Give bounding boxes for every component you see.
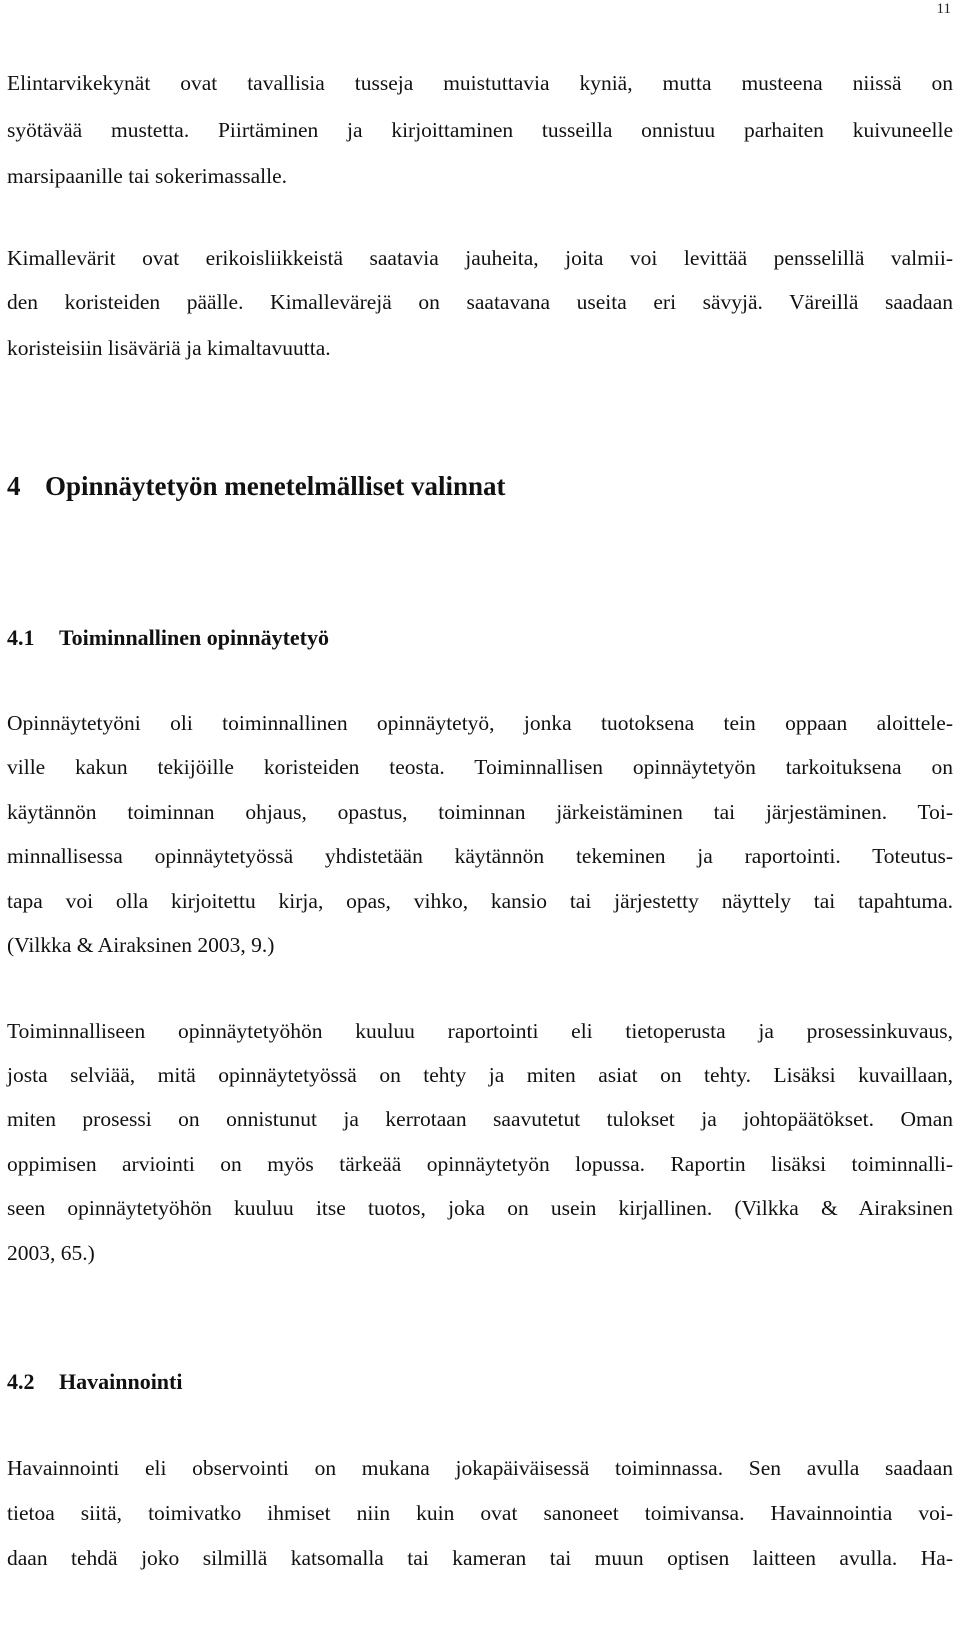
text-line: ville kakun tekijöille koristeiden teosta. Toiminnallisen opinnäytetyön tarkoituksena on xyxy=(7,755,953,779)
text-line: käytännön toiminnan ohjaus, opastus, toiminnan järkeistäminen tai järjestäminen. Toi- xyxy=(7,800,953,824)
text-line: daan tehdä joko silmillä katsomalla tai kameran tai muun optisen laitteen avulla. Ha- xyxy=(7,1546,953,1570)
text-line: den koristeiden päälle. Kimallevärejä on saatavana useita eri sävyjä. Väreillä saadaan xyxy=(7,290,953,314)
text-line: tietoa siitä, toimivatko ihmiset niin kuin ovat sanoneet toimivansa. Havainnointia voi- xyxy=(7,1501,953,1525)
text-line: miten prosessi on onnistunut ja kerrotaan saavutetut tulokset ja johtopäätökset. Oman xyxy=(7,1107,953,1131)
section-heading xyxy=(7,624,329,652)
text-line: Havainnointi eli observointi on mukana jokapäiväisessä toiminnassa. Sen avulla saadaan xyxy=(7,1456,953,1480)
chapter-heading xyxy=(7,470,506,502)
text-line: marsipaanille tai sokerimassalle. xyxy=(7,164,288,188)
text-line: oppimisen arviointi on myös tärkeää opinnäytetyön lopussa. Raportin lisäksi toiminnalli- xyxy=(7,1152,953,1176)
chapter-number: 4 xyxy=(7,471,21,501)
text-line: koristeisiin lisäväriä ja kimaltavuutta. xyxy=(7,336,331,360)
chapter-title: Opinnäytetyön menetelmälliset valinnat xyxy=(45,471,506,501)
text-line: Toiminnalliseen opinnäytetyöhön kuuluu raportointi eli tietoperusta ja prosessinkuvaus, xyxy=(7,1019,953,1043)
text-line: (Vilkka & Airaksinen 2003, 9.) xyxy=(7,933,275,957)
section-number: 4.1 xyxy=(7,625,35,650)
text-line: seen opinnäytetyöhön kuuluu itse tuotos, joka on usein kirjallinen. (Vilkka & Airaksinen xyxy=(7,1196,953,1220)
text-line: tapa voi olla kirjoitettu kirja, opas, vihko, kansio tai järjestetty näyttely tai tapahtuma. xyxy=(7,889,953,913)
section-title: Toiminnallinen opinnäytetyö xyxy=(59,625,329,650)
text-line: minnallisessa opinnäytetyössä yhdistetään käytännön tekeminen ja raportointi. Toteutus- xyxy=(7,844,953,868)
text-line: Elintarvikekynät ovat tavallisia tusseja muistuttavia kyniä, mutta musteena niissä on xyxy=(7,71,953,95)
text-line: josta selviää, mitä opinnäytetyössä on tehty ja miten asiat on tehty. Lisäksi kuvaillaan, xyxy=(7,1063,953,1087)
text-line: Opinnäytetyöni oli toiminnallinen opinnäytetyö, jonka tuotoksena tein oppaan aloittele- xyxy=(7,711,953,735)
text-line: syötävää mustetta. Piirtäminen ja kirjoittaminen tusseilla onnistuu parhaiten kuivuneelle xyxy=(7,118,953,142)
text-line: 2003, 65.) xyxy=(7,1241,95,1265)
text-line: Kimallevärit ovat erikoisliikkeistä saatavia jauheita, joita voi levittää pensselillä valmii- xyxy=(7,246,953,270)
page-number: 11 xyxy=(936,1,951,17)
section-number: 4.2 xyxy=(7,1369,35,1394)
section-title: Havainnointi xyxy=(59,1369,183,1394)
section-heading xyxy=(7,1368,182,1396)
